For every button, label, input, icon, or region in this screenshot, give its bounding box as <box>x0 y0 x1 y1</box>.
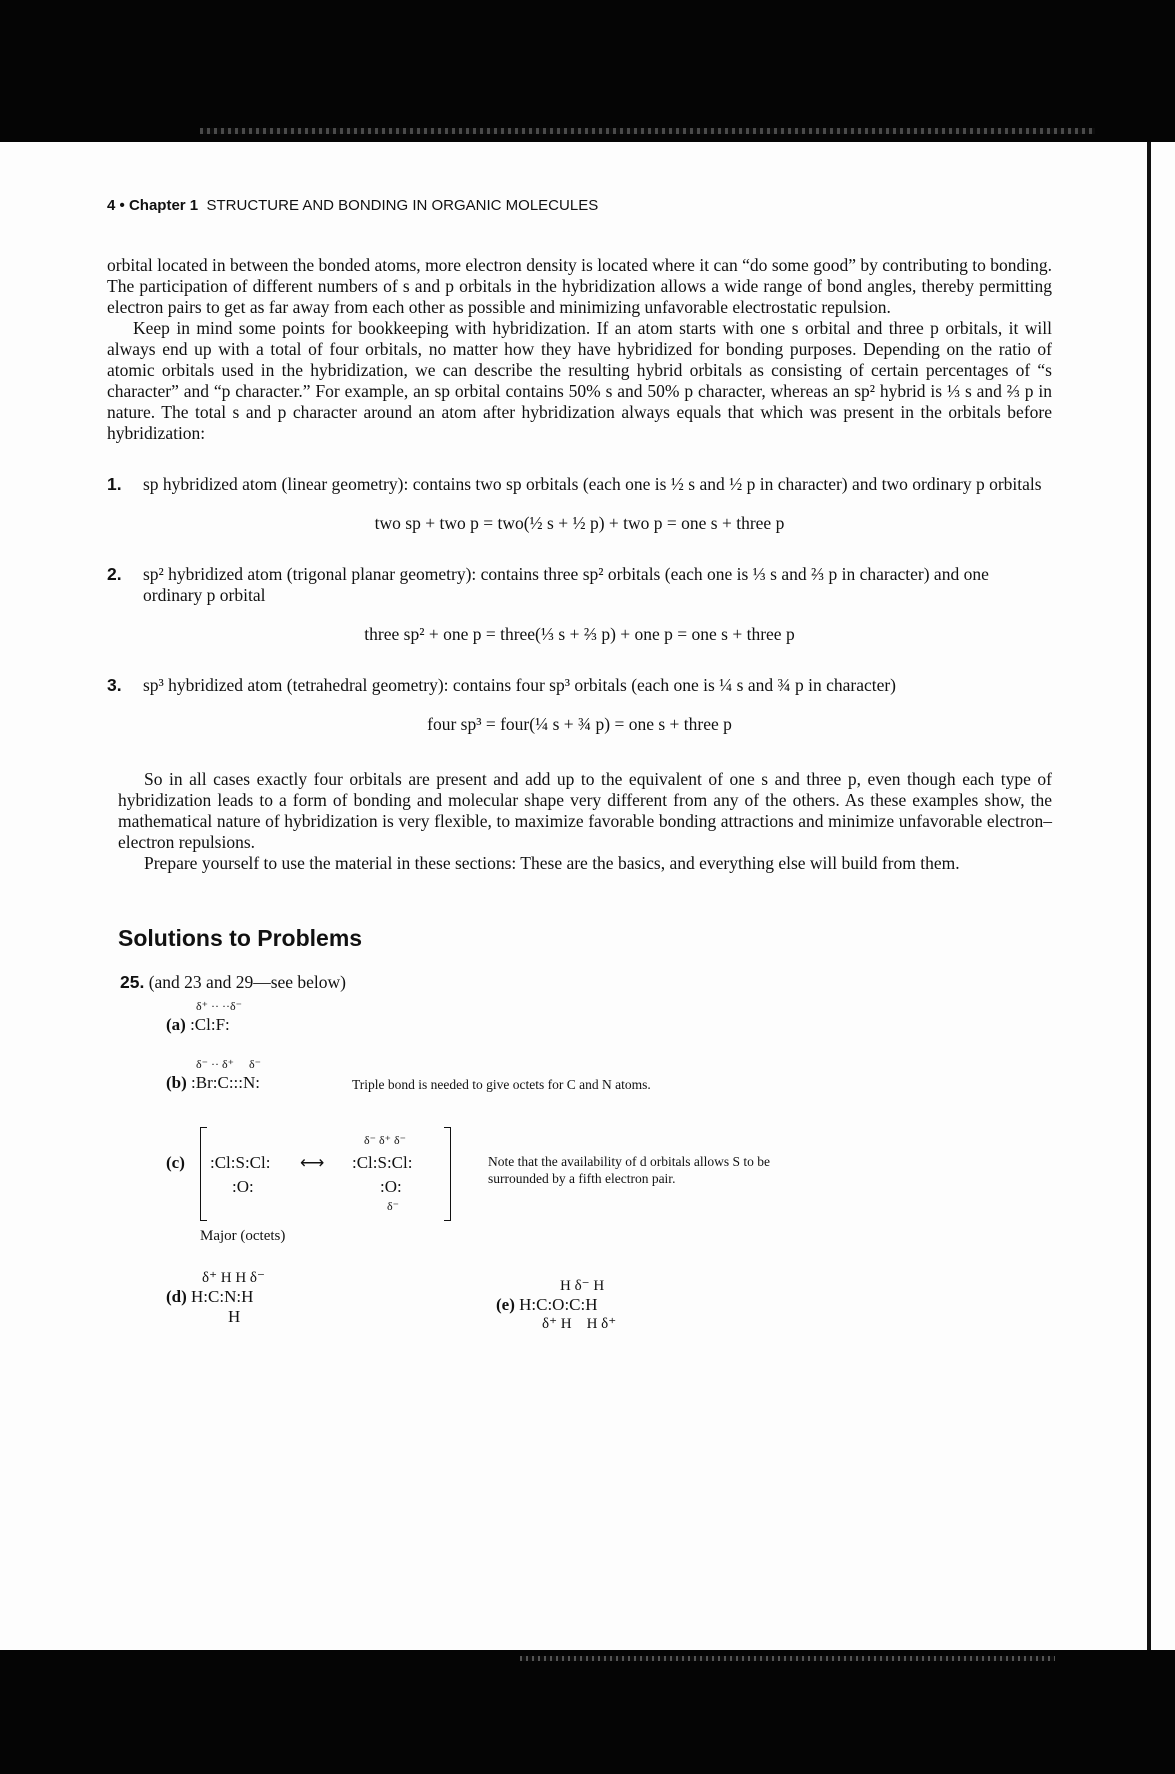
running-header: 4 • Chapter 1 STRUCTURE AND BONDING IN ORGANIC MOLECULES <box>107 197 599 214</box>
problem-note: (and 23 and 29—see below) <box>148 972 347 992</box>
label: (e) <box>496 1295 515 1314</box>
paragraph: Keep in mind some points for bookkeeping with hybridization. If an atom starts with one s orbital and three p orbitals, it will always end up with a total of four orbitals, no matter how they have hybridized for bonding purposes. Depending on the ratio of atomic orbitals used in the hybridization, we can describe the resulting hybrid orbitals as consisting of certain percentages of “s character” and “p character.” For example, an sp orbital contains 50% s and 50% p character, whereas an sp² hybrid is ⅓ s and ⅔ p in nature. The total s and p character around an atom after hybridization always equals that which was present in the orbitals before hybridization: <box>107 318 1052 443</box>
lewis-formula-minor: :Cl:S:Cl: <box>352 1153 413 1172</box>
lewis-formula-major: :Cl:S:Cl: <box>210 1153 271 1172</box>
list-number: 2. <box>107 564 122 584</box>
problem-number: 25. <box>120 972 145 992</box>
equation: two sp + two p = two(½ s + ½ p) + two p = one s + three p <box>374 513 785 533</box>
page-edge <box>1129 142 1175 1650</box>
charge: δ⁻ <box>387 1199 399 1213</box>
structure-e <box>496 1277 616 1333</box>
label: (b) <box>166 1073 187 1092</box>
oxygen: :O: <box>232 1177 254 1196</box>
charges: δ⁺ ·· ··δ⁻ <box>196 999 242 1013</box>
page-number: 4 <box>107 197 116 214</box>
top-row: H δ⁻ H <box>560 1278 605 1294</box>
paragraph: orbital located in between the bonded atoms, more electron density is located where it can “do some good” by contributing to bonding. The participation of different numbers of s and p orbitals in the hybridization allows a wide range of bond angles, thereby permitting electron pairs to get as far away from each other as possible and minimizing unfavorable electrostatic repulsion. <box>107 255 1052 317</box>
section-heading: Solutions to Problems <box>118 925 363 951</box>
list-item <box>107 474 1052 495</box>
label: (d) <box>166 1287 187 1306</box>
structure-a <box>166 999 1052 1049</box>
scan-border-top <box>0 0 1175 142</box>
body-text <box>107 255 1052 1359</box>
oxygen: :O: <box>380 1177 402 1196</box>
label: (a) <box>166 1015 186 1034</box>
list-text: sp³ hybridized atom (tetrahedral geometry): contains four sp³ orbitals (each one is ¼ s and ¾ p in character) <box>143 675 897 695</box>
major-label: Major (octets) <box>200 1228 286 1244</box>
charges: δ⁻ δ⁺ δ⁻ <box>364 1133 406 1147</box>
structure-d <box>166 1269 265 1327</box>
paragraph: Prepare yourself to use the material in these sections: These are the basics, and everything else will build from them. <box>144 853 960 873</box>
structure-d-e <box>166 1269 1052 1359</box>
list-number: 1. <box>107 474 122 494</box>
structure-b <box>166 1057 1052 1113</box>
scan-border-bottom <box>0 1650 1175 1774</box>
problem-25 <box>120 972 1052 993</box>
charges: δ⁻ ·· δ⁺ δ⁻ <box>196 1057 261 1071</box>
list-text: sp² hybridized atom (trigonal planar geometry): contains three sp² orbitals (each one is ⅓ s and ⅔ p in character) and one ordinary p orbital <box>143 564 989 605</box>
note: Triple bond is needed to give octets for C and N atoms. <box>352 1077 651 1092</box>
lewis-formula: :Cl:F: <box>190 1015 230 1034</box>
resonance-arrow: ⟷ <box>300 1153 325 1172</box>
paragraph: So in all cases exactly four orbitals are present and add up to the equivalent of one s and three p, even though each type of hybridization leads to a form of bonding and molecular shape very different from any of the others. As these examples show, the mathematical nature of hybridization is very flexible, to maximize favorable bonding attractions and minimize unfavorable electron–electron repulsions. <box>118 769 1052 852</box>
note: Note that the availability of d orbitals allows S to be surrounded by a fifth electron pair. <box>488 1154 770 1186</box>
equation: three sp² + one p = three(⅓ s + ⅔ p) + one p = one s + three p <box>364 624 795 644</box>
list-text: sp hybridized atom (linear geometry): contains two sp orbitals (each one is ½ s and ½ p in character) and two ordinary p orbitals <box>143 474 1042 494</box>
closing-text <box>107 769 1052 874</box>
list-number: 3. <box>107 675 122 695</box>
lewis-formula: H:C:N:H <box>191 1287 254 1306</box>
list-item <box>107 564 1052 606</box>
structure-c <box>166 1123 1052 1251</box>
equation: four sp³ = four(¼ s + ¾ p) = one s + three p <box>427 714 732 734</box>
bottom-row: δ⁺ H H δ⁺ <box>542 1316 617 1332</box>
lewis-formula: H:C:O:C:H <box>519 1295 598 1314</box>
chapter-title: STRUCTURE AND BONDING IN ORGANIC MOLECULES <box>206 197 599 214</box>
bottom-row: H <box>228 1307 241 1326</box>
lewis-formula: :Br:C:::N: <box>191 1073 260 1092</box>
chapter-label: Chapter 1 <box>128 197 199 214</box>
list-item <box>107 675 1052 696</box>
top-row: δ⁺ H H δ⁻ <box>202 1270 265 1286</box>
label: (c) <box>166 1153 185 1172</box>
